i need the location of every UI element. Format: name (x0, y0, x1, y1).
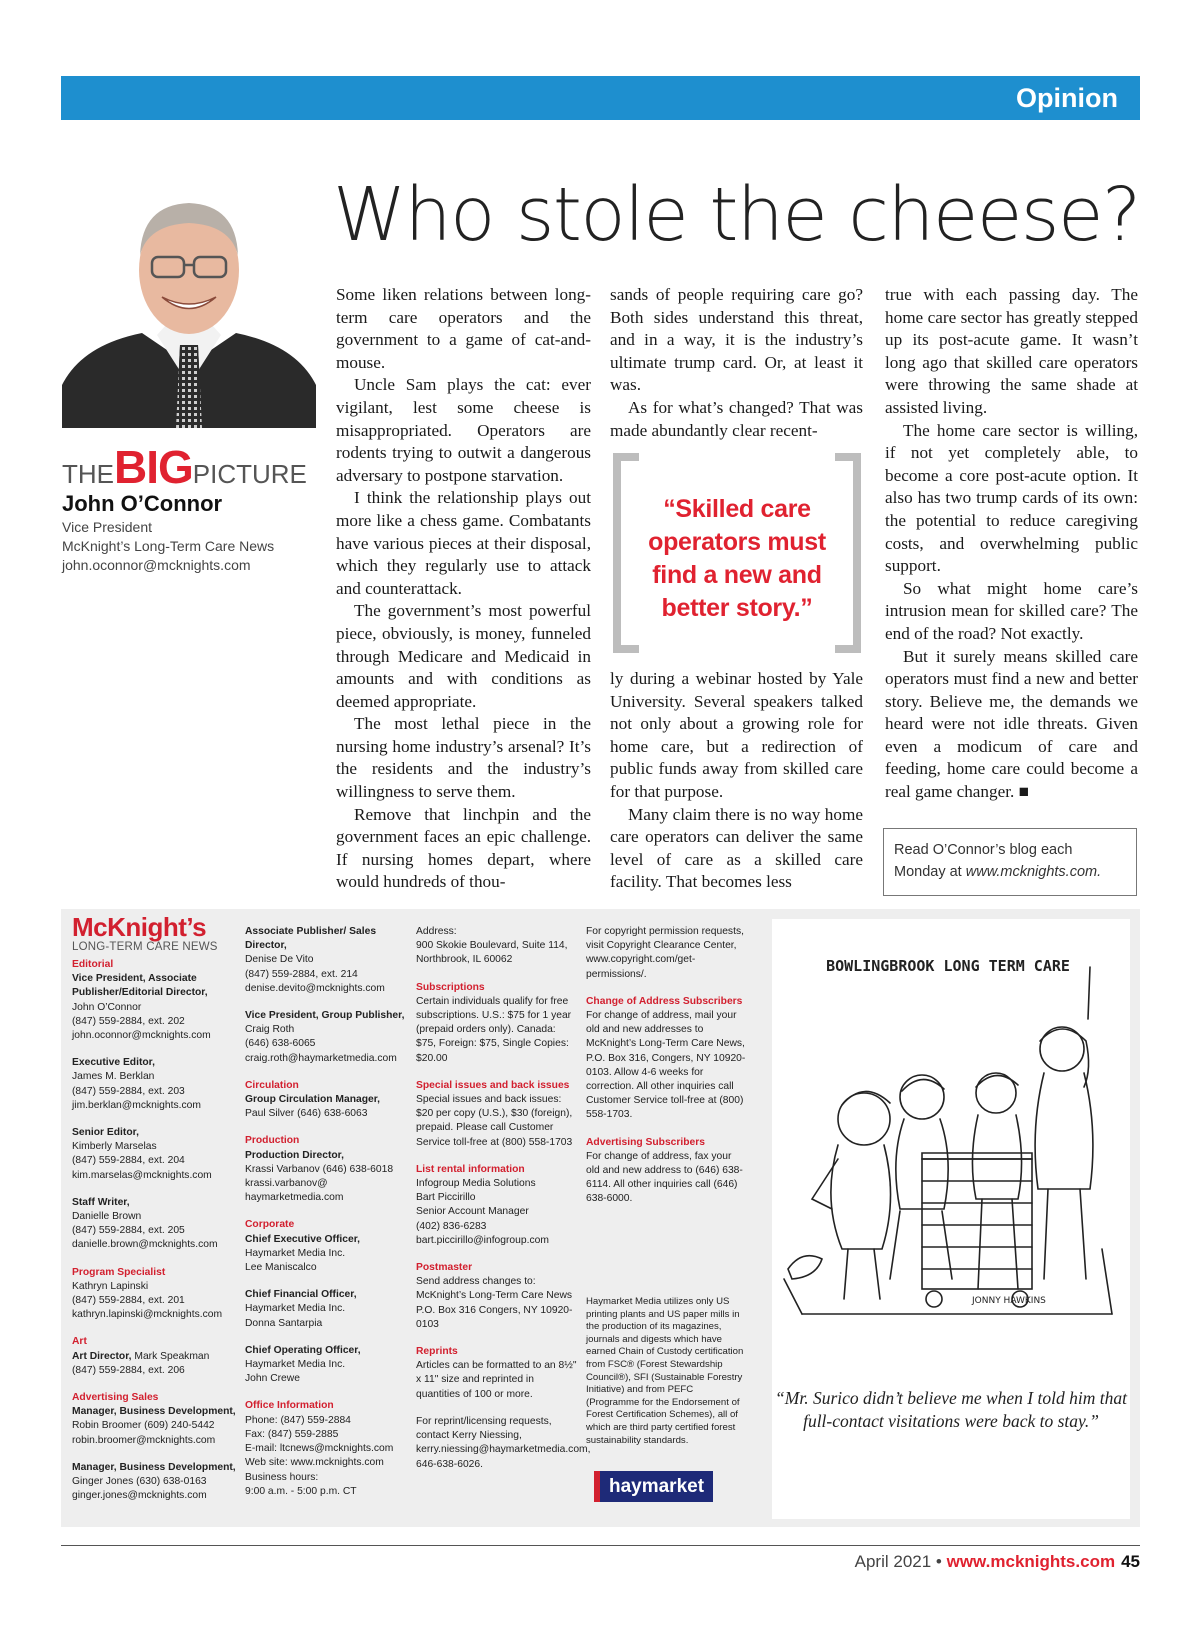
paragraph: The government’s most powerful piece, obviously, is money, funneled through Medicare and Medicaid in amounts and with conditions as deemed appropriate. (336, 601, 591, 711)
staff-phone: (847) 559-2884, ext. 206 (72, 1364, 185, 1376)
paragraph: true with each passing day. The home care sector has greatly stepped up its post-acute game. It wasn’t long ago that skilled care operators were throwing the same shade at assisted living. (885, 285, 1138, 417)
mcknights-logo-subtitle: LONG-TERM CARE NEWS (72, 941, 218, 953)
contact-email[interactable]: bart.piccirillo@infogroup.com (416, 1234, 549, 1246)
office-hours-label: Business hours: (245, 1471, 319, 1483)
staff-title: Vice President, Associate Publisher/Editorial Director, (72, 973, 208, 999)
cartoon-illustration (772, 919, 1130, 1389)
office-phone: Phone: (847) 559-2884 (245, 1414, 351, 1426)
staff-title: Group Circulation Manager, (245, 1094, 381, 1106)
pull-quote-line: find a new and (652, 561, 822, 589)
contact-line: (402) 836-6283 (416, 1220, 487, 1232)
staff-email[interactable]: krassi.varbanov@ (245, 1178, 328, 1190)
section-head: Office Information (245, 1400, 334, 1412)
paragraph: ly during a webinar hosted by Yale University. Several speakers talked not only about a growing role for home care, but a redirection of public funds away from skilled care for that purpose. (610, 669, 863, 801)
body-column-1 (336, 284, 591, 894)
section-head: Production (245, 1135, 300, 1147)
pull-quote-line: better story.” (661, 594, 813, 622)
pull-quote (611, 453, 863, 653)
author-email[interactable]: john.oconnor@mcknights.com (62, 557, 251, 573)
staff-email[interactable]: haymarketmedia.com (245, 1192, 344, 1204)
contact-line: Senior Account Manager (416, 1206, 529, 1218)
section-text: Send address changes to: McKnight’s Long-Term Care News P.O. Box 316 Congers, NY 10920-0103 (416, 1276, 573, 1330)
staff-name: Denise De Vito (245, 954, 314, 966)
staff-name: Krassi Varbanov (646) 638-6018 (245, 1163, 394, 1175)
staff-title: Manager, Business Development, (72, 1406, 236, 1418)
paragraph: Uncle Sam plays the cat: ever vigilant, lest some cheese is misappropriated. Operators are rodents trying to outwit a dangerous adversary to postpone starvation. (336, 375, 591, 485)
section-text: For change of address, mail your old and new addresses to McKnight’s Long-Term Care News, P.O. Box 316, Congers, NY 10920-0103. Allow 4-6 weeks for correction. All other inquiries call Customer Service toll-free at (800) 558-1703. (586, 1010, 746, 1121)
cartoon-sign: BOWLINGBROOK LONG TERM CARE (826, 957, 1070, 975)
staff-name: Craig Roth (245, 1024, 295, 1036)
staff-title: Chief Executive Officer, (245, 1233, 361, 1245)
section-head: Postmaster (416, 1262, 473, 1274)
staff-name: James M. Berklan (72, 1071, 155, 1083)
staff-name: Ginger Jones (630) 638-0163 (72, 1476, 207, 1488)
staff-phone: (847) 559-2884, ext. 203 (72, 1085, 185, 1097)
staff-title: Art Director, (72, 1350, 132, 1362)
section-text: Special issues and back issues: $20 per copy (U.S.), $30 (foreign), prepaid. Please call Customer Service toll-free at (800) 558-1703 (416, 1094, 573, 1148)
cartoon-signature: JONNY HAWKINS (972, 1296, 1046, 1306)
page-footer (855, 1552, 1140, 1572)
paragraph: The most lethal piece in the nursing home industry’s arsenal? It’s the residents and the industry’s willingness to serve them. (336, 714, 591, 802)
section-text: For copyright permission requests, visit Copyright Clearance Center, www.copyright.com/get-permissions/. (586, 926, 744, 980)
section-head: Special issues and back issues (416, 1079, 570, 1091)
page-number: 45 (1121, 1552, 1140, 1571)
section-text: Articles can be formatted to an 8½" x 11" size and reprinted in quantities of 100 or more. (416, 1360, 577, 1400)
haymarket-logo: haymarket (594, 1471, 713, 1502)
section-head: Reprints (416, 1346, 458, 1358)
blog-url-link[interactable]: www.mcknights.com. (965, 864, 1102, 880)
section-text: For change of address, fax your old and new address to (646) 638-6114. All other inquiries call (646) 638-6000. (586, 1150, 743, 1205)
address-label: Address: (416, 926, 457, 937)
staff-title: Executive Editor, (72, 1057, 155, 1069)
section-head: List rental information (416, 1163, 525, 1175)
staff-email[interactable]: craig.roth@haymarketmedia.com (245, 1052, 397, 1064)
body-column-2-bottom (610, 668, 863, 894)
blog-promo-box (883, 828, 1137, 896)
masthead-column-services (416, 925, 591, 1472)
paragraph: Many claim there is no way home care operators can deliver the same level of care as a skilled care facility. That becomes less (610, 804, 863, 892)
office-fax: Fax: (847) 559-2885 (245, 1428, 339, 1440)
contact-line: Infogroup Media Solutions (416, 1178, 536, 1190)
cartoon-caption: “Mr. Surico didn’t believe me when I told him that full-contact visitations were back to stay.” (775, 1388, 1127, 1431)
author-title: Vice President (62, 519, 153, 535)
staff-name: Danielle Brown (72, 1211, 142, 1223)
staff-phone: (847) 559-2884, ext. 204 (72, 1155, 185, 1167)
brand-the: THE (62, 459, 114, 489)
body-column-2-top (610, 284, 863, 442)
paragraph: Some liken relations between long-term care operators and the government to a game of cat-and-mouse. (336, 285, 591, 372)
masthead-column-subscribers (586, 925, 746, 1207)
staff-org: Haymarket Media Inc. (245, 1303, 346, 1315)
staff-title: Chief Financial Officer, (245, 1289, 357, 1301)
column-brand (62, 440, 307, 494)
section-head: Change of Address Subscribers (586, 995, 743, 1007)
author-publication: McKnight’s Long-Term Care News (62, 538, 275, 554)
address-line: 900 Skokie Boulevard, Suite 114, (416, 940, 568, 952)
paragraph: But it surely means skilled care operators must find a new and better story. Believe me, the demands we heard were not idle threats. Given even a modicum of care and feeding, home care could become a real game changer. ■ (885, 646, 1138, 802)
paragraph: As for what’s changed? That was made abundantly clear recent- (610, 397, 863, 440)
section-head: Editorial (72, 959, 114, 970)
address-line: Northbrook, IL 60062 (416, 954, 513, 966)
author-photo (62, 185, 316, 428)
pull-quote-line: “Skilled care (663, 495, 811, 523)
staff-name: Robin Broomer (609) 240-5442 (72, 1420, 215, 1432)
paper-notice: Haymarket Media utilizes only US printing plants and US paper mills in the production of its magazines, journals and digests which have earned Chain of Custody certification from FSC® (Forest Stewardship Council®), SFI (Sustainable Forestry Initiative) and from PEFC (Programme for the Endorsement of Forest Certification Schemes), all of which are third party certified forest sustainability standards. (586, 1296, 744, 1446)
headline: Who stole the cheese? (333, 172, 1140, 258)
staff-name: Kathryn Lapinski (72, 1280, 149, 1292)
section-head: Corporate (245, 1219, 295, 1231)
brand-picture: PICTURE (192, 459, 307, 489)
staff-email[interactable]: robin.broomer@mcknights.com (72, 1434, 216, 1446)
staff-name: John Crewe (245, 1373, 300, 1385)
staff-email[interactable]: jim.berklan@mcknights.com (72, 1099, 201, 1111)
staff-email[interactable]: john.oconnor@mcknights.com (72, 1030, 211, 1042)
contact-line: Bart Piccirillo (416, 1192, 476, 1204)
staff-title: Senior Editor, (72, 1127, 139, 1139)
footer-site-link[interactable]: www.mcknights.com (946, 1552, 1116, 1571)
staff-name: Kimberly Marselas (72, 1141, 157, 1153)
pull-quote-line: operators must (648, 528, 826, 556)
issue-date: April 2021 (854, 1552, 932, 1571)
paragraph: So what might home care’s intrusion mean for skilled care? The end of the road? Not exactly. (885, 578, 1138, 643)
office-email[interactable]: E-mail: ltcnews@mcknights.com (245, 1443, 394, 1455)
office-website[interactable]: Web site: www.mcknights.com (245, 1457, 384, 1469)
section-label: Opinion (1016, 83, 1118, 113)
masthead-column-editorial (72, 914, 237, 1504)
section-head: Advertising Sales (72, 1392, 159, 1404)
staff-email[interactable]: ginger.jones@mcknights.com (72, 1490, 207, 1502)
section-bar (61, 76, 1140, 120)
staff-title: Staff Writer, (72, 1196, 130, 1208)
cartoon-panel (772, 919, 1130, 1519)
mcknights-logo: McKnight’s (72, 912, 207, 942)
staff-email[interactable]: denise.devito@mcknights.com (245, 982, 385, 994)
blog-promo-text: Read O’Connor’s blog each Monday at (894, 842, 1073, 880)
staff-title: Manager, Business Development, (72, 1461, 236, 1473)
section-head: Subscriptions (416, 981, 485, 993)
staff-phone: (847) 559-2884, ext. 201 (72, 1295, 185, 1307)
section-head: Program Specialist (72, 1266, 166, 1278)
staff-email[interactable]: kathryn.lapinski@mcknights.com (72, 1309, 223, 1321)
staff-phone: (646) 638-6065 (245, 1038, 316, 1050)
staff-title-line (72, 1350, 237, 1364)
section-head: Art (72, 1336, 87, 1348)
body-column-3 (885, 284, 1138, 804)
section-text: Certain individuals qualify for free subscriptions. U.S.: $75 for 1 year (prepaid orders only). Canada: $75, Foreign: $75, Single Copies: $20.00 (416, 995, 572, 1064)
section-head: Advertising Subscribers (586, 1136, 706, 1148)
paragraph: The home care sector is willing, if not yet completely able, to become a core post-acute option. It also has two trump cards of its own: the potential to reduce caregiving costs, and overwhelming public support. (885, 420, 1138, 576)
pull-quote-text (631, 493, 843, 625)
office-hours: 9:00 a.m. - 5:00 p.m. CT (245, 1485, 357, 1497)
staff-name: Lee Maniscalco (245, 1262, 317, 1274)
paragraph: sands of people requiring care go? Both sides understand this threat, and in a way, it is the industry’s ultimate trump card. Or, at least it was. (610, 285, 863, 395)
staff-phone: (847) 559-2884, ext. 202 (72, 1015, 185, 1027)
staff-email[interactable]: kim.marselas@mcknights.com (72, 1169, 212, 1181)
author-name: John O’Connor (62, 491, 223, 516)
staff-org: Haymarket Media Inc. (245, 1247, 346, 1259)
staff-name: Mark Speakman (131, 1350, 210, 1362)
paragraph: I think the relationship plays out more like a chess game. Combatants have various pieces at their disposal, which they regularly use to attack and counterattack. (336, 488, 591, 598)
staff-name: John O’Connor (72, 1001, 142, 1013)
staff-phone: (847) 559-2884, ext. 205 (72, 1225, 185, 1237)
section-head: Circulation (245, 1079, 299, 1091)
staff-email[interactable]: danielle.brown@mcknights.com (72, 1239, 218, 1251)
staff-phone: (847) 559-2884, ext. 214 (245, 968, 358, 980)
paragraph: Remove that linchpin and the government faces an epic challenge. If nursing homes depart, where would hundreds of thou- (336, 804, 591, 892)
brand-big: BIG (114, 441, 193, 493)
staff-name: Paul Silver (646) 638-6063 (245, 1108, 368, 1120)
footer-separator: • (931, 1552, 947, 1571)
staff-title: Production Director, (245, 1149, 344, 1161)
staff-org: Haymarket Media Inc. (245, 1359, 346, 1371)
footer-rule (61, 1545, 1140, 1546)
masthead-column-publishing (245, 925, 410, 1499)
section-text: For reprint/licensing requests, contact Kerry Niessing, kerry.niessing@haymarketmedia.com, 646-638-6026. (416, 1415, 591, 1470)
staff-title: Chief Operating Officer, (245, 1344, 361, 1356)
staff-title: Vice President, Group Publisher, (245, 1010, 405, 1022)
staff-title: Associate Publisher/ Sales Director, (245, 926, 377, 952)
staff-name: Donna Santarpia (245, 1317, 323, 1329)
